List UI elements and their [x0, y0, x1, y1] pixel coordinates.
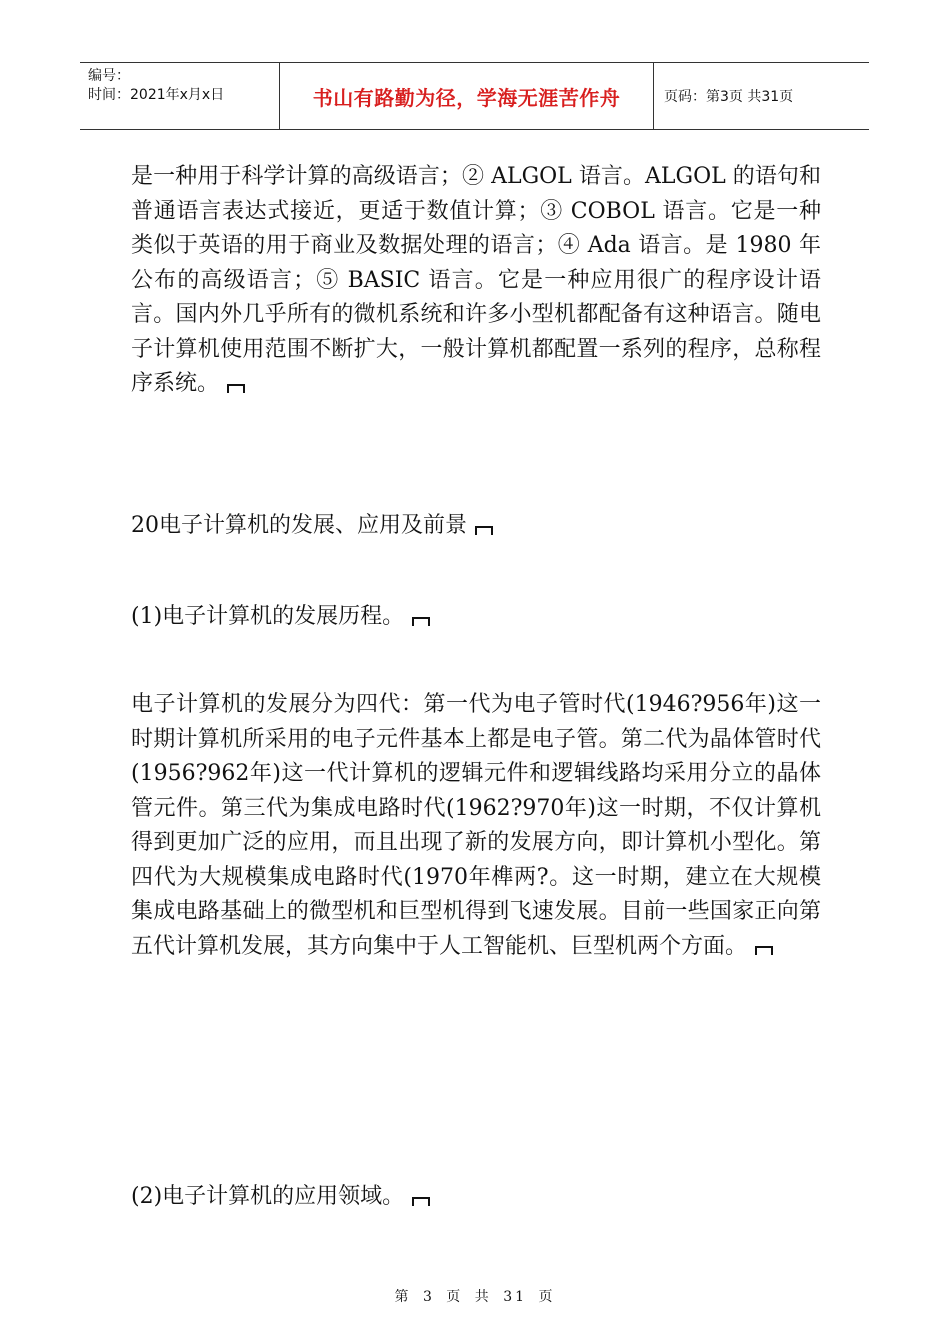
paragraph-generations: [131, 688, 821, 964]
header-motto-cell: [280, 63, 654, 129]
paragraph-mark-icon: [755, 946, 773, 955]
paragraph-text: 是一种用于科学计算的高级语言；② ALGOL 语言。ALGOL 的语句和普通语言表达式接近，更适于数值计算；③ COBOL 语言。它是一种类似于英语的用于商业及数据处理的语言；④ Ada 语言。是 1980 年公布的高级语言；⑤ BASIC 语言。它是一种应用很广的程序设计语言。国内外几乎所有的微机系统和许多小型机都配备有这种语言。随电子计算机使用范围不断扩大，一般计算机都配置一系列的程序，总称程序系统。: [131, 164, 821, 396]
serial-number-label: 编号：: [88, 68, 130, 84]
paragraph-mark-icon: [227, 384, 245, 393]
page-header: [80, 62, 869, 130]
time-label: 时间：2021年x月x日: [88, 87, 225, 103]
heading-text: 20电子计算机的发展、应用及前景: [131, 513, 467, 538]
heading-text: (1)电子计算机的发展历程。: [131, 604, 405, 629]
header-page-info: 页码：第3页 共31页: [664, 89, 794, 105]
page-footer: 第 3 页 共 31 页: [394, 1289, 556, 1305]
subsection-heading-history: [131, 600, 430, 635]
paragraph-mark-icon: [412, 617, 430, 626]
motto-text: 书山有路勤为径，学海无涯苦作舟: [312, 85, 621, 110]
header-meta-cell: [80, 63, 280, 129]
paragraph-mark-icon: [412, 1197, 430, 1206]
header-page-cell: [654, 63, 869, 129]
paragraph-mark-icon: [475, 526, 493, 535]
heading-text: (2)电子计算机的应用领域。: [131, 1184, 405, 1209]
paragraph-languages: [131, 160, 821, 402]
section-heading: [131, 509, 493, 544]
subsection-heading-applications: [131, 1180, 430, 1215]
paragraph-text: 电子计算机的发展分为四代：第一代为电子管时代(1946?956年)这一时期计算机所采用的电子元件基本上都是电子管。第二代为晶体管时代(1956?962年)这一代计算机的逻辑元件和逻辑线路均采用分立的晶体管元件。第三代为集成电路时代(1962?970年)这一时期，不仅计算机得到更加广泛的应用，而且出现了新的发展方向，即计算机小型化。第四代为大规模集成电路时代(1970年榫两?。这一时期，建立在大规模集成电路基础上的微型机和巨型机得到飞速发展。目前一些国家正向第五代计算机发展，其方向集中于人工智能机、巨型机两个方面。: [131, 692, 821, 959]
